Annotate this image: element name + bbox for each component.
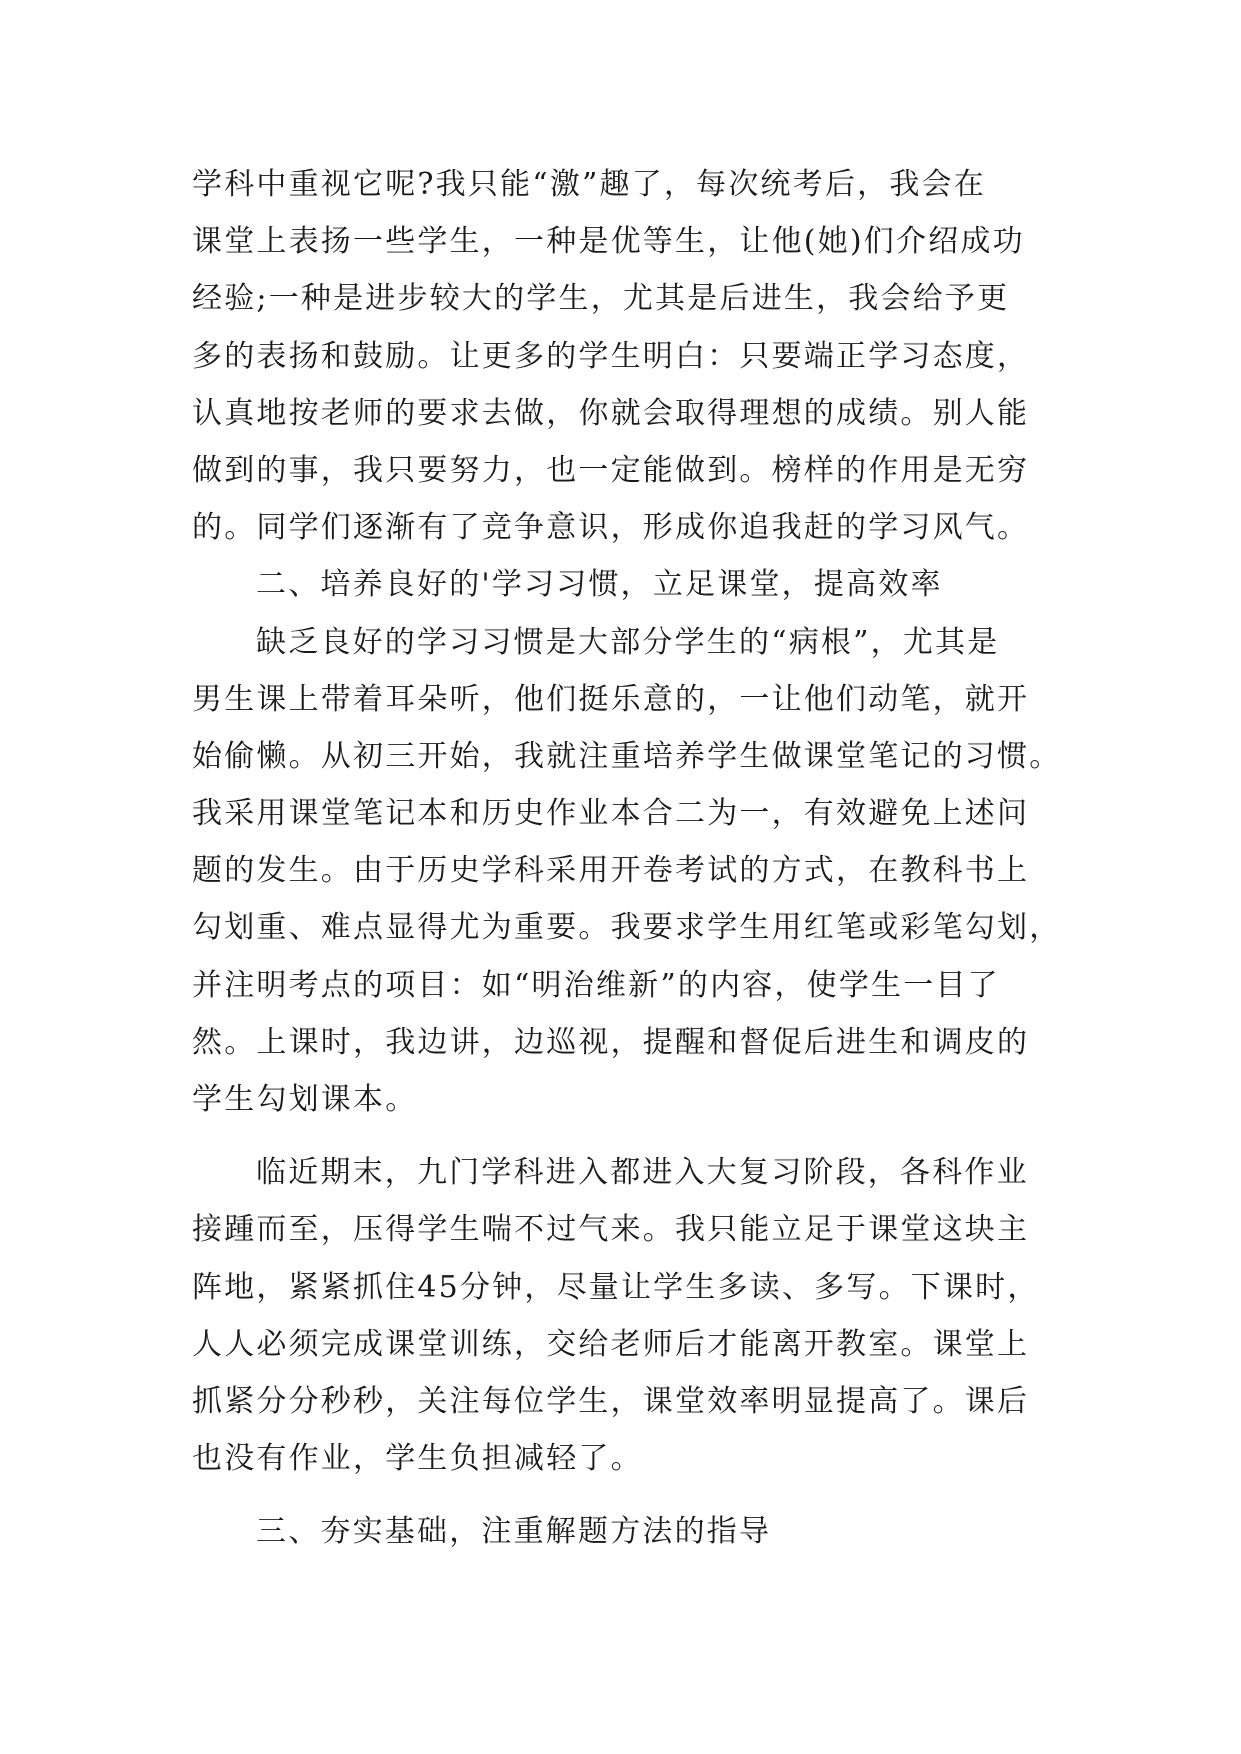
- text-line: 做到的事，我只要努力，也一定能做到。榜样的作用是无穷: [192, 452, 1030, 488]
- text-line: 临近期末，九门学科进入都进入大复习阶段，各科作业: [256, 1155, 1029, 1191]
- text-line: 缺乏良好的学习习惯是大部分学生的“病根”，尤其是: [256, 624, 1000, 660]
- paragraph: [192, 614, 1062, 1129]
- heading-text: 二、培养良好的'学习习惯，立足课堂，提高效率: [256, 567, 943, 603]
- text-line: 学生勾划课本。: [192, 1082, 418, 1117]
- heading-text: 三、夯实基础，注重解题方法的指导: [256, 1514, 772, 1550]
- paragraph: [192, 156, 1052, 556]
- text-line: 认真地按老师的要求去做，你就会取得理想的成绩。别人能: [192, 395, 1030, 431]
- section-heading: [192, 556, 1052, 613]
- text-line: 多的表扬和鼓励。让更多的学生明白：只要端正学习态度，: [192, 338, 1030, 374]
- text-line: 的。同学们逐渐有了竞争意识，形成你追我赶的学习风气。: [192, 510, 1030, 546]
- text-line: 人人必须完成课堂训练，交给老师后才能离开教室。课堂上: [192, 1326, 1030, 1362]
- text-line: 题的发生。由于历史学科采用开卷考试的方式，在教科书上: [192, 853, 1030, 889]
- paragraph: [192, 1144, 1052, 1487]
- document-body: [192, 156, 1062, 1561]
- text-line: 始偷懒。从初三开始，我就注重培养学生做课堂笔记的习惯。: [192, 738, 1062, 774]
- text-line: 然。上课时，我边讲，边巡视，提醒和督促后进生和调皮的: [192, 1024, 1030, 1060]
- text-line: 阵地，紧紧抓住45分钟，尽量让学生多读、多写。下课时，: [192, 1269, 1040, 1305]
- text-line: 课堂上表扬一些学生，一种是优等生，让他(她)们介绍成功: [192, 224, 1025, 260]
- text-line: 勾划重、难点显得尤为重要。我要求学生用红笔或彩笔勾划，: [192, 910, 1062, 946]
- section-heading: [192, 1503, 1052, 1560]
- text-line: 抓紧分分秒秒，关注每位学生，课堂效率明显提高了。课后: [192, 1383, 1030, 1419]
- text-line: 我采用课堂笔记本和历史作业本合二为一，有效避免上述问: [192, 796, 1030, 832]
- text-line: 经验;一种是进步较大的学生，尤其是后进生，我会给予更: [192, 281, 1010, 317]
- text-line: 接踵而至，压得学生喘不过气来。我只能立足于课堂这块主: [192, 1212, 1030, 1248]
- text-line: 也没有作业，学生负担减轻了。: [192, 1441, 643, 1477]
- text-line: 并注明考点的项目：如“明治维新”的内容，使学生一目了: [192, 967, 1000, 1003]
- text-line: 学科中重视它呢?我只能“激”趣了，每次统考后，我会在: [192, 167, 986, 202]
- text-line: 男生课上带着耳朵听，他们挺乐意的，一让他们动笔，就开: [192, 681, 1030, 717]
